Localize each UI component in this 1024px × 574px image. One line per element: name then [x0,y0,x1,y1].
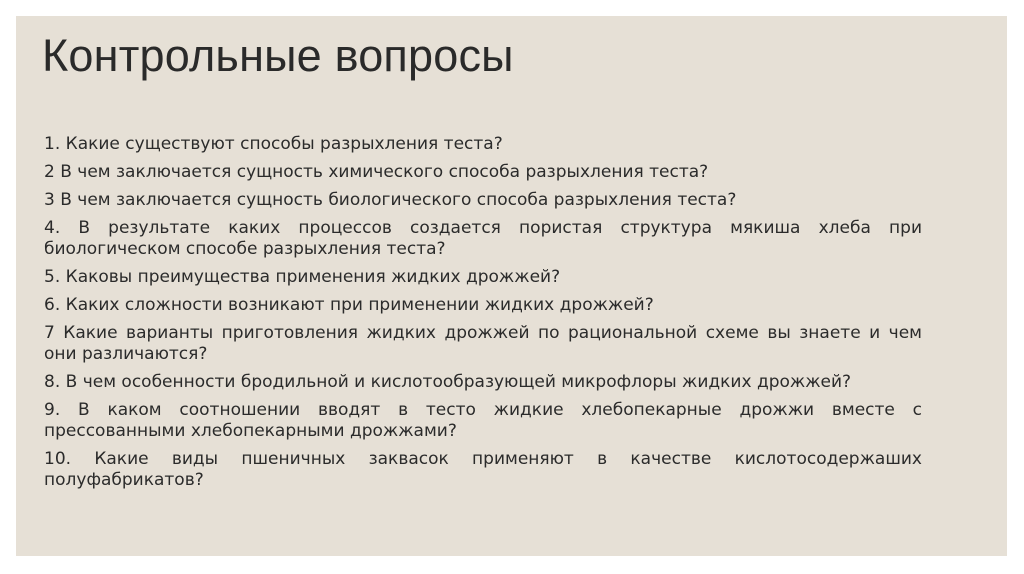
question-item: 9. В каком соотношении вводят в тесто жидкие хлебопекарные дрожжи вместе с прессованными хлебопекарными дрожжами? [44,400,922,441]
question-item: 6. Каких сложности возникают при применении жидких дрожжей? [44,295,654,315]
question-item: 5. Каковы преимущества применения жидких дрожжей? [44,267,561,287]
slide [16,16,1007,556]
question-item: 2 В чем заключается сущность химического способа разрыхления теста? [44,162,709,182]
question-item: 4. В результате каких процессов создается пористая структура мякиша хлеба при биологическом способе разрыхления теста? [44,218,922,259]
question-item: 8. В чем особенности бродильной и кислотообразующей микрофлоры жидких дрожжей? [44,372,852,392]
slide-title: Контрольные вопросы [42,30,514,81]
question-item: 10. Какие виды пшеничных заквасок применяют в качестве кислотосодержаших полуфабрикатов? [44,449,922,490]
question-list [44,134,922,498]
question-item: 1. Какие существуют способы разрыхления теста? [44,134,503,154]
question-item: 7 Какие варианты приготовления жидких дрожжей по рациональной схеме вы знаете и чем они различаются? [44,323,922,364]
question-item: 3 В чем заключается сущность биологического способа разрыхления теста? [44,190,737,210]
